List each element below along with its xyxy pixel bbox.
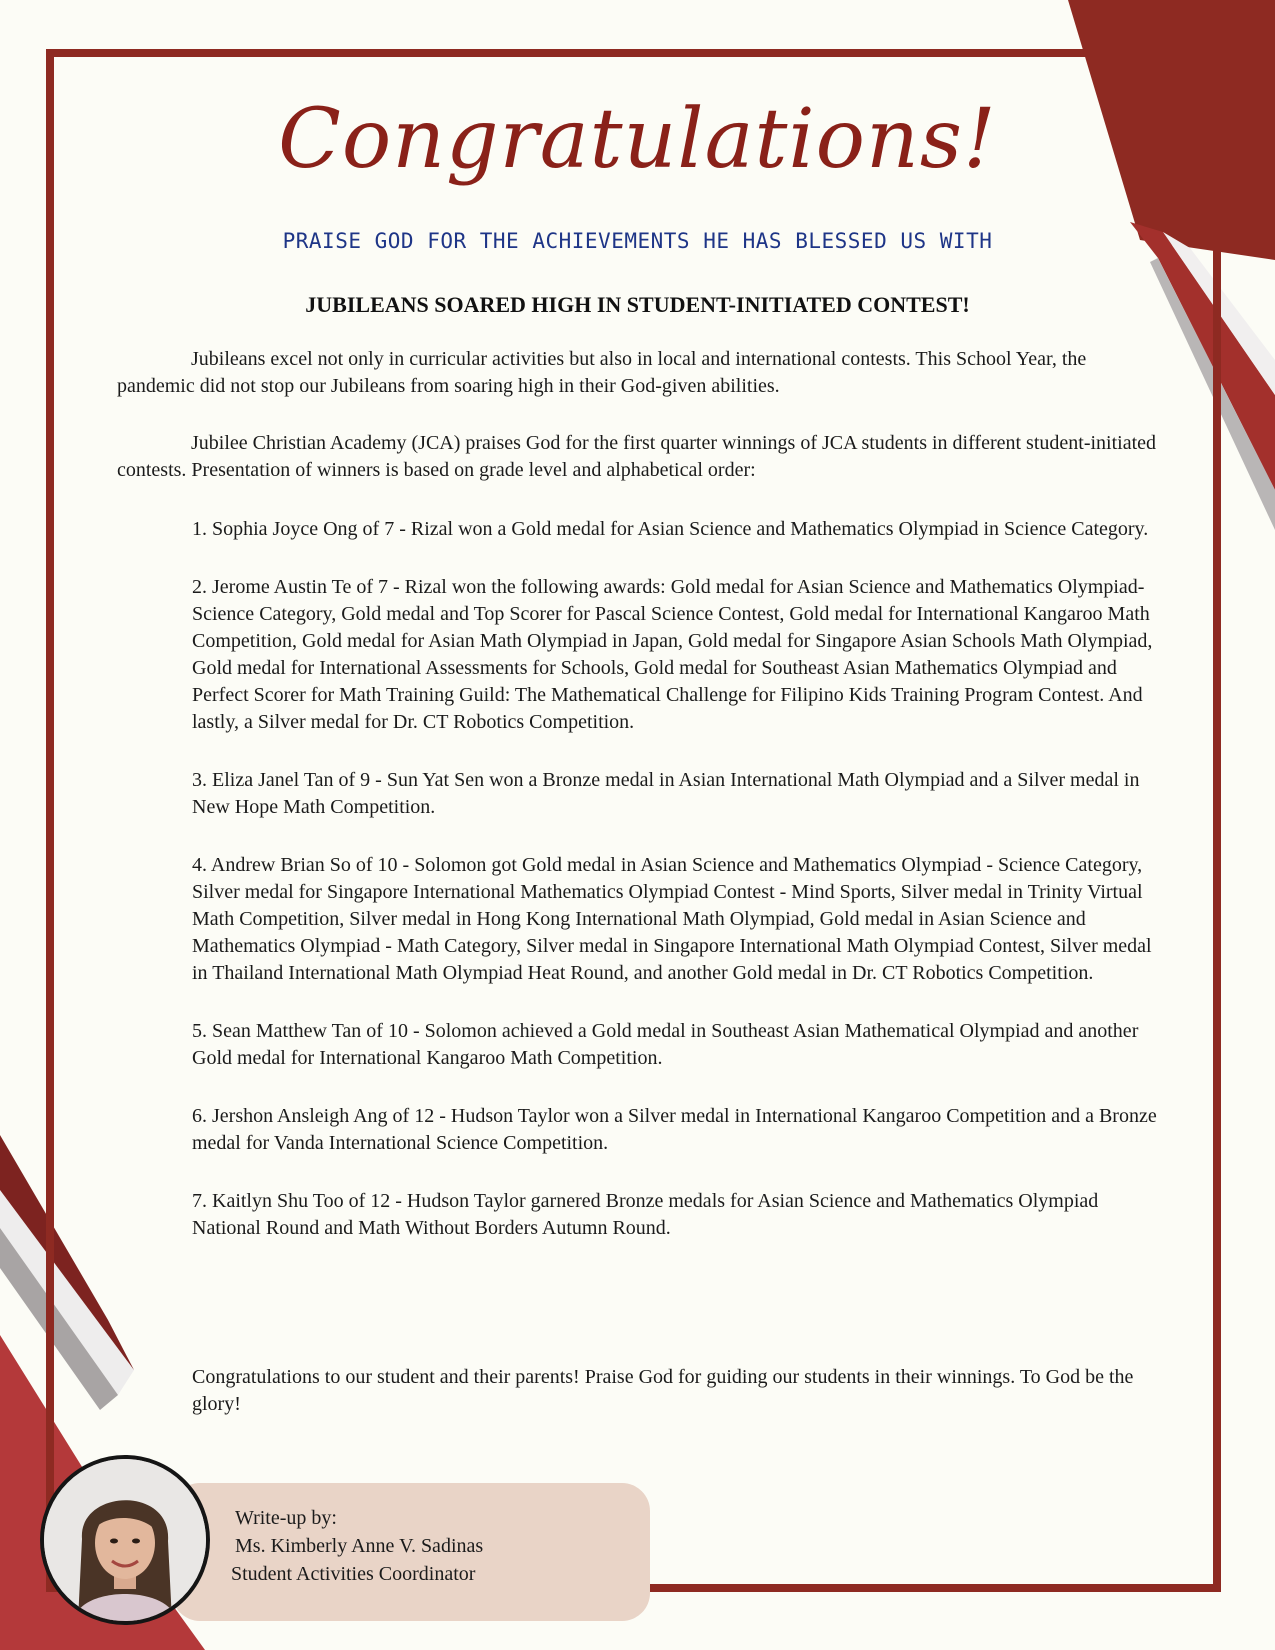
intro-paragraph-2: Jubilee Christian Academy (JCA) praises God for the first quarter winnings of JCA students in different student-initiated contests. Presentation of winners is based on grade level and alphabetical order: bbox=[117, 432, 1157, 481]
list-item: 7. Kaitlyn Shu Too of 12 - Hudson Taylor garnered Bronze medals for Asian Science and Mathematics Olympiad National Round and Math Without Borders Autumn Round. bbox=[192, 1190, 1099, 1239]
headline: JUBILEANS SOARED HIGH IN STUDENT-INITIATED CONTEST! bbox=[305, 292, 970, 317]
page-title: Congratulations! bbox=[278, 92, 997, 187]
credit-label: Write-up by: bbox=[235, 1507, 337, 1529]
list-item: 6. Jershon Ansleigh Ang of 12 - Hudson Taylor won a Silver medal in International Kangaroo Competition and a Bronze medal for Vanda International Science Competition. bbox=[192, 1105, 1157, 1154]
list-item: 2. Jerome Austin Te of 7 - Rizal won the following awards: Gold medal for Asian Science and Mathematics Olympiad- Science Category, Gold medal and Top Scorer for Pascal Science Contest, Gold medal for International Kangaroo Math Competition, Gold medal for Asian Math Olympiad in Japan, Gold medal for Singapore Asian Schools Math Olympiad, Gold medal for International Assessments for Schools, Gold medal for Southeast Asian Mathematics Olympiad and Perfect Scorer for Math Training Guild: The Mathematical Challenge for Filipino Kids Training Program Contest. And lastly, a Silver medal for Dr. CT Robotics Competition. bbox=[192, 576, 1153, 733]
avatar bbox=[40, 1455, 210, 1625]
intro-paragraph-1: Jubileans excel not only in curricular activities but also in local and international contests. This School Year, the pandemic did not stop our Jubileans from soaring high in their God-given abilities. bbox=[117, 348, 1087, 397]
author-name: Ms. Kimberly Anne V. Sadinas bbox=[235, 1535, 484, 1557]
author-role: Student Activities Coordinator bbox=[231, 1563, 476, 1585]
winners-list bbox=[192, 516, 1167, 1273]
author-photo-icon bbox=[44, 1459, 206, 1621]
author-credit bbox=[231, 1504, 484, 1588]
closing-paragraph: Congratulations to our student and their parents! Praise God for guiding our students in their winnings. To God be the glory! bbox=[192, 1366, 1134, 1415]
list-item: 3. Eliza Janel Tan of 9 - Sun Yat Sen won a Bronze medal in Asian International Math Olympiad and a Silver medal in New Hope Math Competition. bbox=[192, 769, 1140, 818]
list-item: 4. Andrew Brian So of 10 - Solomon got Gold medal in Asian Science and Mathematics Olympiad - Science Category, Silver medal for Singapore International Mathematics Olympiad Contest - Mind Sports, Silver medal in Trinity Virtual Math Competition, Silver medal in Hong Kong International Math Olympiad, Gold medal in Asian Science and Mathematics Olympiad - Math Category, Silver medal in Singapore International Math Olympiad Contest, Silver medal in Thailand International Math Olympiad Heat Round, and another Gold medal in Dr. CT Robotics Competition. bbox=[192, 854, 1152, 984]
subtitle: PRAISE GOD FOR THE ACHIEVEMENTS HE HAS BLESSED US WITH bbox=[282, 229, 993, 253]
list-item: 5. Sean Matthew Tan of 10 - Solomon achieved a Gold medal in Southeast Asian Mathematical Olympiad and another Gold medal for International Kangaroo Math Competition. bbox=[192, 1020, 1139, 1069]
list-item: 1. Sophia Joyce Ong of 7 - Rizal won a Gold medal for Asian Science and Mathematics Olympiad in Science Category. bbox=[192, 518, 1149, 540]
